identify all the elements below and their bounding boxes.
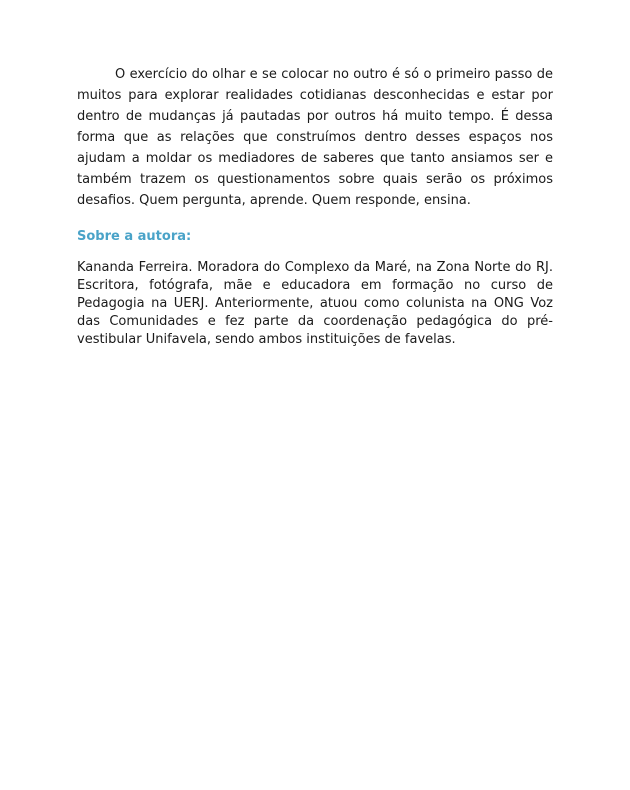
page-content: [77, 64, 553, 349]
main-paragraph: O exercício do olhar e se colocar no outro é só o primeiro passo de muitos para explorar realidades cotidianas desconhecidas e estar por dentro de mudanças já pautadas por outros há muito tempo. É dessa forma que as relações que construímos dentro desses espaços nos ajudam a moldar os mediadores de saberes que tanto ansiamos ser e também trazem os questionamentos sobre quais serão os próximos desafios. Quem pergunta, aprende. Quem responde, ensina.: [77, 67, 553, 208]
author-section-heading: Sobre a autora:: [77, 229, 192, 244]
author-bio-paragraph: Kananda Ferreira. Moradora do Complexo da Maré, na Zona Norte do RJ. Escritora, fotógrafa, mãe e educadora em formação no curso de Pedagogia na UERJ. Anteriormente, atuou como colunista na ONG Voz das Comunidades e fez parte da coordenação pedagógica do pré-vestibular Unifavela, sendo ambos instituições de favelas.: [77, 260, 553, 347]
